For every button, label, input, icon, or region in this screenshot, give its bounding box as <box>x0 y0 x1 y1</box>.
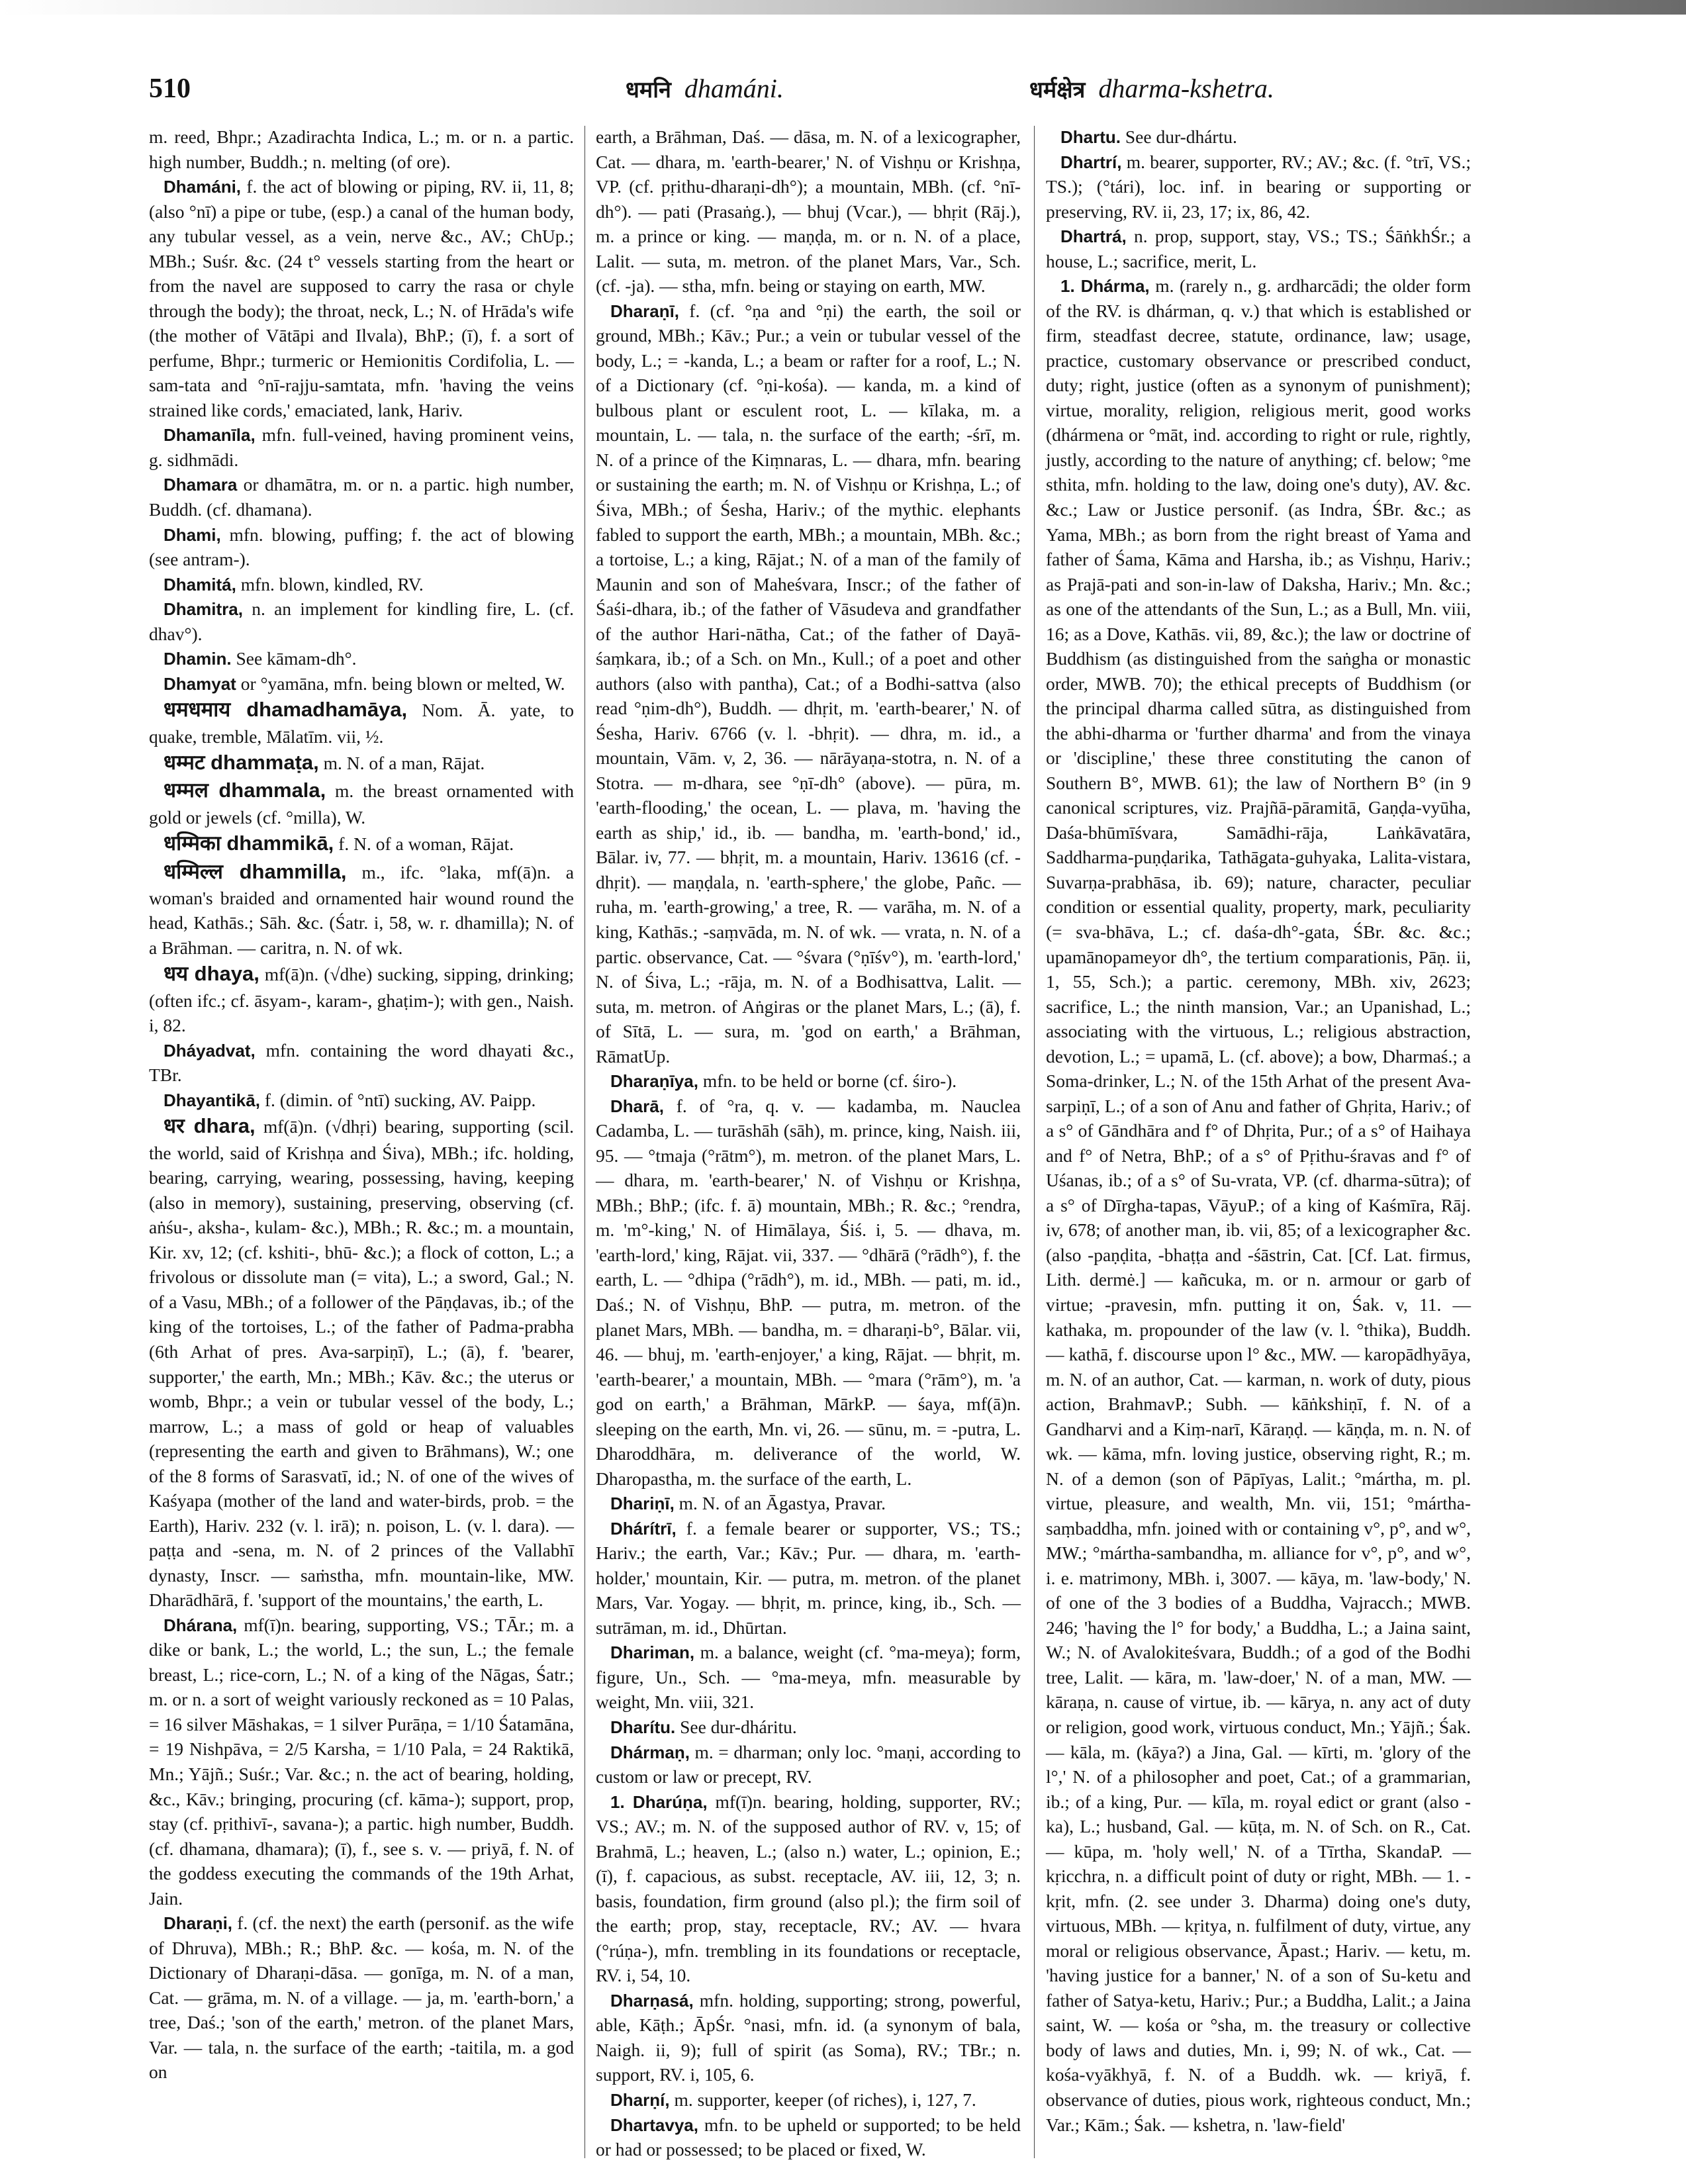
entry-definition: f. (dimin. of °ntī) sucking, AV. Paipp. <box>264 1089 536 1110</box>
entry-definition: See dur-dhártu. <box>1125 126 1237 147</box>
entry-headword: Dhartrí, <box>1060 152 1122 172</box>
page-number: 510 <box>149 73 191 104</box>
scan-edge-shadow <box>0 0 1686 15</box>
entry-definition: mf(ī)n. bearing, holding, supporter, RV.; VS.; AV.; m. N. of the supposed author of RV. v, 15; of Brahmā, L.; heaven, L.; (also n.) water, L.; opinion, E.; (ī), f. capacious, as subst. receptacle, AV. iii, 12, 3; n. basis, foundation, firm ground (also pl.); the firm soil of the earth; prop, stay, receptacle, RV.; AV. — hvara (°rúṇa-), mfn. trembling in its foundations or receptacle, RV. i, 54, 10. <box>596 1791 1021 1986</box>
entry-headword: Dhárítrī, <box>610 1518 677 1539</box>
dictionary-entry <box>149 1112 574 1612</box>
column-1 <box>149 124 574 2085</box>
dictionary-entry <box>149 422 574 472</box>
dictionary-entry <box>149 174 574 422</box>
entry-definition: n. an implement for kindling fire, L. (cf. dhav°). <box>149 598 575 644</box>
column-3 <box>1046 124 1471 2137</box>
entry-definition: or dhamātra, m. or n. a partic. high number, Buddh. (cf. dhamana). <box>149 474 574 520</box>
right-running-head <box>1029 73 1274 104</box>
dictionary-entry <box>149 671 574 696</box>
entry-headword: Dhariṇī, <box>610 1494 675 1514</box>
entry-definition: See dur-dháritu. <box>680 1717 797 1737</box>
entry-definition: f. (cf. °ṇa and °ṇi) the earth, the soil or ground, MBh.; Kāv.; Pur.; a vein or tubular vessel of the body, L.; = -kanda, L.; a beam or rafter for a roof, L.; N. of a Dictionary (cf. °ṇi-kośa). — kanda, m. a kind of bulbous plant or esculent root, L. — kīlaka, m. a mountain, L. — tala, n. the surface of the earth; -śrī, m. N. of a prince of the Kiṃnaras, L. — dhara, mfn. bearing or sustaining the earth; m. N. of Vishṇu or Krishṇa, L.; of Śiva, MBh.; of Śesha, Hariv.; of the mythic. elephants fabled to support the earth, MBh.; a mountain, MBh. &c.; a tortoise, L.; a king, Rājat.; N. of a man of the family of Maunin and son of Maheśvara, Inscr.; of the father of Śaśi-dhara, ib.; of the father of Vāsudeva and grandfather of the author Hari-nātha, Cat.; of the father of Dayā-śaṃkara, ib.; of a Sch. on Mn., Kull.; of a poet and other authors (also with pantha), Cat.; of a Bodhi-sattva (also read °ṇim-dh°), Buddh. — dhṛit, m. 'earth-bearer,' N. of Śesha, Hariv. 6766 (v. l. -bhṛit). — dhra, m. id., a mountain, Vām. v, 2, 36. — nārāyaṇa-stotra, n. N. of a Stotra. — m-dhara, see °ṇī-dh° (above). — pūra, m. 'earth-flooding,' the ocean, L. — plava, m. 'having the earth as ship,' id., ib. — bandha, m. 'earth-bond,' id., Bālar. iv, 77. — bhṛit, m. a mountain, Hariv. 13616 (cf. -dhṛit). — maṇḍala, n. 'earth-sphere,' the globe, Pañc. — ruha, m. 'earth-growing,' a tree, R. — varāha, m. N. of a king, Kathās.; -saṃvāda, m. N. of wk. — vrata, n. N. of a partic. observance, Cat. — °śvara (°ṇīśv°), m. 'earth-lord,' N. of Śiva, L.; -rāja, m. N. of a Bodhisattva, Lalit. — suta, m. metron. of Aṅgiras or the planet Mars, L.; (ā), f. of Sītā, L. — sura, m. 'god on earth,' a Brāhman, RāmatUp. <box>596 300 1021 1067</box>
entry-headword: Dharā, <box>610 1096 664 1116</box>
dictionary-entry <box>149 1613 574 1911</box>
dictionary-entry <box>149 572 574 597</box>
dictionary-entry <box>596 2113 1021 2162</box>
dictionary-entry <box>1046 273 1471 2137</box>
dictionary-entry <box>149 522 574 572</box>
entry-definition: mf(ā)n. (√dhe) sucking, sipping, drinking; (often ifc.; cf. āsyam-, karam-, ghaṭim-); with gen., Naish. i, 82. <box>149 964 575 1036</box>
entry-definition: mfn. holding, supporting; strong, powerful, able, Kāṭh.; ĀpŚr. °nasi, mfn. id. (a synonym of bala, Naigh. ii, 9); full of spirit (as Soma), RV.; TBr.; n. support, RV. i, 105, 6. <box>596 1989 1021 2085</box>
entry-headword: Dharaṇī, <box>610 301 680 321</box>
dictionary-entry <box>596 1516 1021 1640</box>
entry-headword: Dhariman, <box>610 1642 695 1663</box>
entry-definition: n. prop, support, stay, VS.; TS.; ŚāṅkhŚr.; a house, L.; sacrifice, merit, L. <box>1046 226 1472 271</box>
dictionary-entry <box>596 299 1021 1068</box>
entry-headword: धम्मल dhammala, <box>164 779 326 802</box>
dictionary-entry <box>596 1640 1021 1715</box>
entry-definition: mfn. blowing, puffing; f. the act of blowing (see antram-). <box>149 524 574 570</box>
entry-definition: Nom. Ā. yate, to quake, tremble, Mālatīm. vii, ½. <box>149 700 574 747</box>
left-running-head-devanagari: धमनि <box>626 77 671 103</box>
entry-definition: m. the breast ornamented with gold or jewels (cf. °milla), W. <box>149 781 574 828</box>
entry-headword: Dhayantikā, <box>164 1090 260 1110</box>
entry-definition: m. reed, Bhpr.; Azadirachta Indica, L.; m. or n. a partic. high number, Buddh.; n. melting (of ore). <box>149 126 574 172</box>
entry-headword: Dhamitá, <box>164 574 236 594</box>
entry-definition: m. N. of a man, Rājat. <box>323 753 485 774</box>
column-2 <box>596 124 1021 2162</box>
entry-definition: m. (rarely n., g. ardharcādi; the older form of the RV. is dhárman, q. v.) that which is established or firm, steadfast decree, statute, ordinance, law; usage, practice, customary observance or prescribed conduct, duty; right, justice (often as a synonym of punishment); virtue, morality, religion, religious merit, good works (dhármena or °māt, ind. according to right or rule, rightly, justly, according to the nature of anything; cf. below; °me sthita, mfn. holding to the law, doing one's duty), AV. &c. &c.; Law or Justice personif. (as Indra, ŚBr. &c.; as Yama, MBh.; as born from the right breast of Yama and father of Śama, Kāma and Harsha, ib.; as Vishṇu, Hariv.; as Prajā-pati and son-in-law of Daksha, Hariv.; Mn. &c.; as one of the attendants of the Sun, L.; as a Bull, Mn. viii, 16; as a Dove, Kathās. vii, 89, &c.); the law or doctrine of Buddhism (as distinguished from the saṅgha or monastic order, MWB. 70); the ethical precepts of Buddhism (or the principal dharma called sūtra, as distinguished from the abhi-dharma or 'further dharma' and from the vinaya or 'discipline,' these three constituting the canon of Southern B°, MWB. 61); the law of Northern B° (in 9 canonical scriptures, viz. Prajñā-pāramitā, Gaṇḍa-vyūha, Daśa-bhūmīśvara, Samādhi-rāja, Laṅkāvatāra, Saddharma-puṇḍarika, Tathāgata-guhyaka, Lalita-vistara, Suvarṇa-prabhāsa, ib. 69); nature, character, peculiar condition or essential quality, property, mark, peculiarity (= sva-bhāva, L.; cf. daśa-dh°-gata, ŚBr. &c. &c.; upamānopameyor dh°, the tertium comparationis, Pāṇ. ii, 1, 55, Sch.); a partic. ceremony, MBh. xiv, 2623; sacrifice, L.; the ninth mansion, Var.; an Upanishad, L.; associating with the virtuous, L.; religious abstraction, devotion, L.; = upamā, L. (cf. above); a bow, Dharmaś.; a Soma-drinker, L.; N. of the 15th Arhat of the present Ava-sarpiṇī, L.; of a son of Anu and father of Ghṛita, Hariv.; of a s° of Gāndhāra and f° of Dhṛita, Pur.; of a s° of Haihaya and f° of Netra, BhP.; of a s° of Pṛithu-śravas and f° of Uśanas, ib.; of a s° of Su-vrata, VP. (cf. dharma-sūtra); of a s° of Dīrgha-tapas, VāyuP.; of a king of Kaśmīra, Rāj. iv, 678; of another man, ib. vii, 85; of a lexicographer &c. (also -paṇḍita, -bhaṭṭa and -śāstrin, Cat. [Cf. Lat. firmus, Lith. dermė.] — kañcuka, m. or n. armour or garb of virtue; -pravesin, mfn. putting it on, Śak. v, 11. — kathaka, m. propounder of the law (v. l. °thika), Buddh. — kathā, f. discourse upon l° &c., MW. — karopādhyāya, m. N. of an author, Cat. — karman, n. work of duty, pious action, BrahmavP.; Subh. — kāṅkshiṇī, f. N. of a Gandharvi and a Kiṃ-narī, Kāraṇḍ. — kāṇḍa, m. n. N. of wk. — kāma, mfn. loving justice, observing right, R.; m. N. of a demon (son of Pāpīyas, Lalit.; °mártha, m. pl. virtue, pleasure, and wealth, Mn. vii, 151; °mártha-saṃbaddha, mfn. joined with or containing v°, p°, and w°, MW.; °mártha-sambandha, m. alliance for v°, p°, and w°, i. e. matrimony, MBh. i, 3007. — kāya, m. 'law-body,' N. of one of the 3 bodies of a Buddha, Vajracch.; MWB. 246; 'having the l° for body,' a Buddha, L.; a Jaina saint, W.; N. of Avalokiteśvara, Buddh.; of a god of the Bodhi tree, Lalit. — kāra, m. 'law-doer,' N. of a man, MW. — kāraṇa, n. cause of virtue, ib. — kārya, n. any act of duty or religion, good work, virtuous conduct, Mn.; Yājñ.; Śak. — kāla, m. (kāya?) a Jina, Gal. — kīrti, m. 'glory of the l°,' N. of a philosopher and poet, Cat.; of a grammarian, ib.; of a king, Pur. — kīla, m. royal edict or grant (also -ka), L.; husband, Gal. — kūṭa, m. N. of Sch. on R., Cat. — kūpa, m. 'holy well,' N. of a Tīrtha, SkandaP. — kṛicchra, n. a difficult point of duty or right, MBh. — 1. -kṛit, mfn. (2. see under 3. Dharma) doing one's duty, virtuous, MBh. — kṛitya, n. fulfilment of duty, virtue, any moral or religious observance, Āpast.; Hariv. — ketu, m. 'having justice for a banner,' N. of a son of Su-ketu and father of Satya-ketu, Hariv.; Pur.; a Buddha, Lalit.; a Jaina saint, W. — kośa or °sha, m. the treasury or collective body of laws and duties, Mn. i, 99; N. of wk., Cat. — kośa-vyākhyā, f. N. of a Buddh. wk. — kriyā, f. observance of duties, pious work, righteous conduct, Mn.; Var.; Kām.; Śak. — kshetra, n. 'law-field' <box>1046 275 1471 2135</box>
dictionary-entry <box>149 960 574 1037</box>
entry-definition: mf(ā)n. (√dhṛi) bearing, supporting (scil. the world, said of Krishṇa and Śiva), MBh.; ifc. holding, bearing, carrying, wearing, possessing, having, keeping (also in memory), sustaining, preserving, observing (cf. aṅśu-, aksha-, kulam- &c.), MBh.; R. &c.; m. a mountain, Kir. xv, 12; (cf. kshiti-, bhū- &c.); a flock of cotton, L.; a frivolous or dissolute man (= vita), L.; a sword, Gal.; N. of a Vasu, MBh.; of a follower of the Pāṇḍavas, ib.; of the king of the tortoises, L.; of the father of Padma-prabha (6th Arhat of pres. Ava-sarpiṇī), L.; (ā), f. 'bearer, supporter,' the earth, Mn.; MBh.; Kāv. &c.; the uterus or womb, Bhpr.; a vein or tubular vessel of the body, L.; marrow, L.; a mass of gold or heap of valuables (representing the earth and given to Brāhmans), W.; one of the 8 forms of Sarasvatī, id.; N. of one of the wives of Kaśyapa (mother of the land and water-birds, prob. = the Earth), Hariv. 232 (v. l. irā); n. poison, L. (v. l. dara). — paṭṭa and -sena, m. N. of 2 princes of the Vallabhī dynasty, Inscr. — saṁstha, mfn. mountain-like, MW. Dharādhārā, f. 'support of the mountains,' the earth, L. <box>149 1116 575 1611</box>
dictionary-entry <box>149 830 574 857</box>
entry-definition: m. bearer, supporter, RV.; AV.; &c. (f. °trī, VS.; TS.); (°tári), loc. inf. in bearing or supporting or preserving, RV. ii, 23, 17; ix, 86, 42. <box>1046 151 1472 222</box>
entry-definition: mfn. to be upheld or supported; to be held or had or possessed; to be placed or fixed, W. <box>596 2114 1021 2160</box>
dictionary-entry <box>149 1038 574 1088</box>
entry-headword: Dharítu. <box>610 1717 676 1737</box>
entry-headword: Dharaṇi, <box>164 1913 233 1934</box>
entry-definition: m. = dharman; only loc. °maṇi, according to custom or law or precept, RV. <box>596 1741 1021 1787</box>
column-rule-2 <box>1034 126 1035 2158</box>
page-header <box>149 73 1522 119</box>
entry-definition: See kāmam-dh°. <box>236 648 357 669</box>
entry-headword: Dhami, <box>164 524 221 545</box>
entry-definition: m., ifc. °laka, mf(ā)n. a woman's braided and ornamented hair wound round the head, Kathās.; Sāh. &c. (Śatr. i, 58, w. r. dhamilla); N. of a Brāhman. — caritra, n. N. of wk. <box>149 861 575 958</box>
entry-definition: f. a female bearer or supporter, VS.; TS.; Hariv.; the earth, Var.; Kāv.; Pur. — dhara, m. 'earth-holder,' mountain, Kir. — putra, m. metron. of the planet Mars, Var. Yogay. — bhṛit, m. prince, king, ib., Sch. — sutrāman, m. id., Dhūrtan. <box>596 1517 1021 1638</box>
dictionary-entry <box>596 2087 1021 2113</box>
entry-headword: Dhartrá, <box>1060 226 1127 247</box>
entry-headword: धम्मट dhammaṭa, <box>164 751 319 775</box>
entry-headword: धम्मिका dhammikā, <box>164 831 334 855</box>
entry-headword: Dhamin. <box>164 649 232 669</box>
entry-definition: m. supporter, keeper (of riches), i, 127, 7. <box>674 2089 976 2110</box>
dictionary-entry <box>149 696 574 749</box>
entry-headword: Dhármaṇ, <box>610 1742 690 1762</box>
dictionary-entry <box>149 858 574 961</box>
entry-definition: mfn. blown, kindled, RV. <box>240 573 424 594</box>
dictionary-entry <box>1046 150 1471 224</box>
entry-headword: Dhartavya, <box>610 2114 698 2135</box>
dictionary-entry <box>149 124 574 174</box>
entry-headword: धय dhaya, <box>164 962 259 986</box>
entry-definition: f. (cf. the next) the earth (personif. as the wife of Dhruva), MBh.; R.; BhP. &c. — kośa, m. N. of the Dictionary of Dharaṇi-dāsa. — gonīga, m. N. of a man, Cat. — grāma, m. N. of a village. — ja, m. 'earth-born,' a tree, Daś.; 'son of the earth,' metron. of the planet Mars, Var. — tala, n. the surface of the earth; -taitila, m. a god on <box>149 1913 575 2083</box>
entry-headword: धम्मिल्ल dhammilla, <box>164 859 347 883</box>
dictionary-entry <box>1046 224 1471 273</box>
entry-headword: Dhamitra, <box>164 599 243 620</box>
dictionary-entry <box>149 777 574 830</box>
entry-definition: m. N. of an Āgastya, Pravar. <box>679 1493 886 1514</box>
entry-definition: f. of °ra, q. v. — kadamba, m. Nauclea Cadamba, L. — turāshāh (sāh), m. prince, king, Naish. iii, 95. — °tmaja (°rātm°), m. metron. of the planet Mars, L. — dhara, m. 'earth-bearer,' N. of Vishṇu or Krishṇa, MBh.; BhP.; (ifc. f. ā) mountain, MBh.; R. &c.; °rendra, m. 'm°-king,' N. of Himālaya, Śiś. i, 5. — dhava, m. 'earth-lord,' king, Rājat. vii, 337. — °dhārā (°rādh°), f. the earth, L. — °dhipa (°rādh°), m. id., MBh. — pati, m. id., Daś.; N. of Vishṇu, BhP. — putra, m. metron. of the planet Mars, MBh. — bandha, m. = dharaṇi-b°, Bālar. vii, 46. — bhuj, m. 'earth-enjoyer,' a king, Rājat. — bhṛit, m. 'earth-bearer,' a mountain, MBh. — °mara (°rām°), m. 'a god on earth,' a Brāhman, MārkP. — śaya, mf(ā)n. sleeping on the earth, Mn. vi, 26. — sūnu, m. = -putra, L. Dharoddhāra, m. deliverance of the world, W. Dharopastha, m. the surface of the earth, L. <box>596 1095 1021 1489</box>
dictionary-entry <box>149 646 574 671</box>
right-running-head-devanagari: धर्मक्षेत्र <box>1029 77 1086 103</box>
dictionary-entry <box>596 1988 1021 2087</box>
entry-definition: mfn. to be held or borne (cf. śiro-). <box>702 1070 957 1092</box>
entry-headword: Dhartu. <box>1060 127 1121 147</box>
entry-headword: 1. Dhárma, <box>1060 276 1150 297</box>
entry-headword: Dharṇasá, <box>610 1990 694 2011</box>
dictionary-entry <box>149 1911 574 2085</box>
dictionary-entry <box>149 1088 574 1113</box>
entry-headword: Dhamyat <box>164 673 236 694</box>
entry-headword: Dharṇí, <box>610 2089 670 2110</box>
entry-definition: mfn. full-veined, having prominent veins, g. sidhmādi. <box>149 424 574 470</box>
entry-definition: earth, a Brāhman, Daś. — dāsa, m. N. of a lexicographer, Cat. — dhara, m. 'earth-bearer,' N. of Vishṇu or Krishṇa, VP. (cf. pṛithu-dharaṇi-dh°); a mountain, MBh. (cf. °nī-dh°). — pati (Prasaṅg.), — bhuj (Vcar.), — bhṛit (Rāj.), m. a prince or king. — maṇḍa, m. or n. N. of a place, Lalit. — suta, m. metron. of the planet Mars, Var., Sch. (cf. -ja). — stha, mfn. being or staying on earth, MW. <box>596 126 1021 297</box>
dictionary-entry <box>149 472 574 522</box>
dictionary-entry <box>596 1789 1021 1988</box>
left-running-head-roman: dhamáni. <box>684 73 784 103</box>
entry-headword: Dharaṇīya, <box>610 1071 698 1092</box>
dictionary-entry <box>596 1740 1021 1789</box>
entry-headword: धमधमाय dhamadhamāya, <box>164 698 408 722</box>
entry-definition: f. N. of a woman, Rājat. <box>338 833 514 855</box>
entry-headword: Dháyadvat, <box>164 1040 256 1061</box>
entry-definition: mfn. containing the word dhayati &c., TBr. <box>149 1039 574 1086</box>
entry-definition: mf(ī)n. bearing, supporting, VS.; TĀr.; m. a dike or bank, L.; the world, L.; the sun, L.; the female breast, L.; rice-corn, L.; N. of a king of the Nāgas, Śatr.; m. or n. a sort of weight variously reckoned as = 10 Palas, = 16 silver Māshakas, = 1 silver Purāṇa, = 1/10 Śatamāna, = 19 Nishpāva, = 2/5 Karsha, = 1/10 Pala, = 24 Raktikā, Mn.; Yājñ.; Suśr.; Var. &c.; n. the act of bearing, holding, &c., Kāv.; bringing, procuring (cf. kāma-); support, prop, stay (cf. pṛithivī-, savana-); a partic. high number, Buddh. (cf. dhamana, dhamara); (ī), f., see s. v. — priyā, f. N. of the goddess executing the commands of the 19th Arhat, Jain. <box>149 1614 574 1909</box>
dictionary-entry <box>1046 124 1471 150</box>
dictionary-entry <box>596 124 1021 299</box>
entry-headword: Dhamanīla, <box>164 425 256 446</box>
entry-definition: or °yamāna, mfn. being blown or melted, W. <box>240 673 565 694</box>
entry-headword: Dhamáni, <box>164 177 242 197</box>
entry-headword: Dhárana, <box>164 1615 238 1635</box>
dictionary-entry <box>596 1094 1021 1492</box>
dictionary-entry <box>149 596 574 646</box>
dictionary-entry <box>596 1715 1021 1740</box>
dictionary-entry <box>596 1068 1021 1094</box>
left-running-head <box>626 73 784 104</box>
entry-definition: f. the act of blowing or piping, RV. ii, 11, 8; (also °nī) a pipe or tube, (esp.) a canal of the human body, any tubular vessel, as a vein, nerve &c., AV.; ChUp.; MBh.; Suśr. &c. (24 t° vessels starting from the heart or from the navel are supposed to carry the rasa or chyle through the body); the throat, neck, L.; N. of Hrāda's wife (the mother of Vātāpi and Ilvala), BhP.; (ī), f. a sort of perfume, Bhpr.; turmeric or Hemionitis Cordifolia, L. — sam-tata and °nī-rajju-samtata, mfn. 'having the veins strained like cords,' emaciated, lank, Hariv. <box>149 176 574 420</box>
entry-headword: 1. Dharúṇa, <box>610 1791 708 1812</box>
entry-definition: m. a balance, weight (cf. °ma-meya); form, figure, Un., Sch. — °ma-meya, mfn. measurable by weight, Mn. viii, 321. <box>596 1642 1021 1713</box>
right-running-head-roman: dharma-kshetra. <box>1098 73 1274 103</box>
entry-headword: धर dhara, <box>164 1114 256 1138</box>
entry-headword: Dhamara <box>164 475 238 495</box>
dictionary-entry <box>149 749 574 777</box>
dictionary-entry <box>596 1491 1021 1516</box>
